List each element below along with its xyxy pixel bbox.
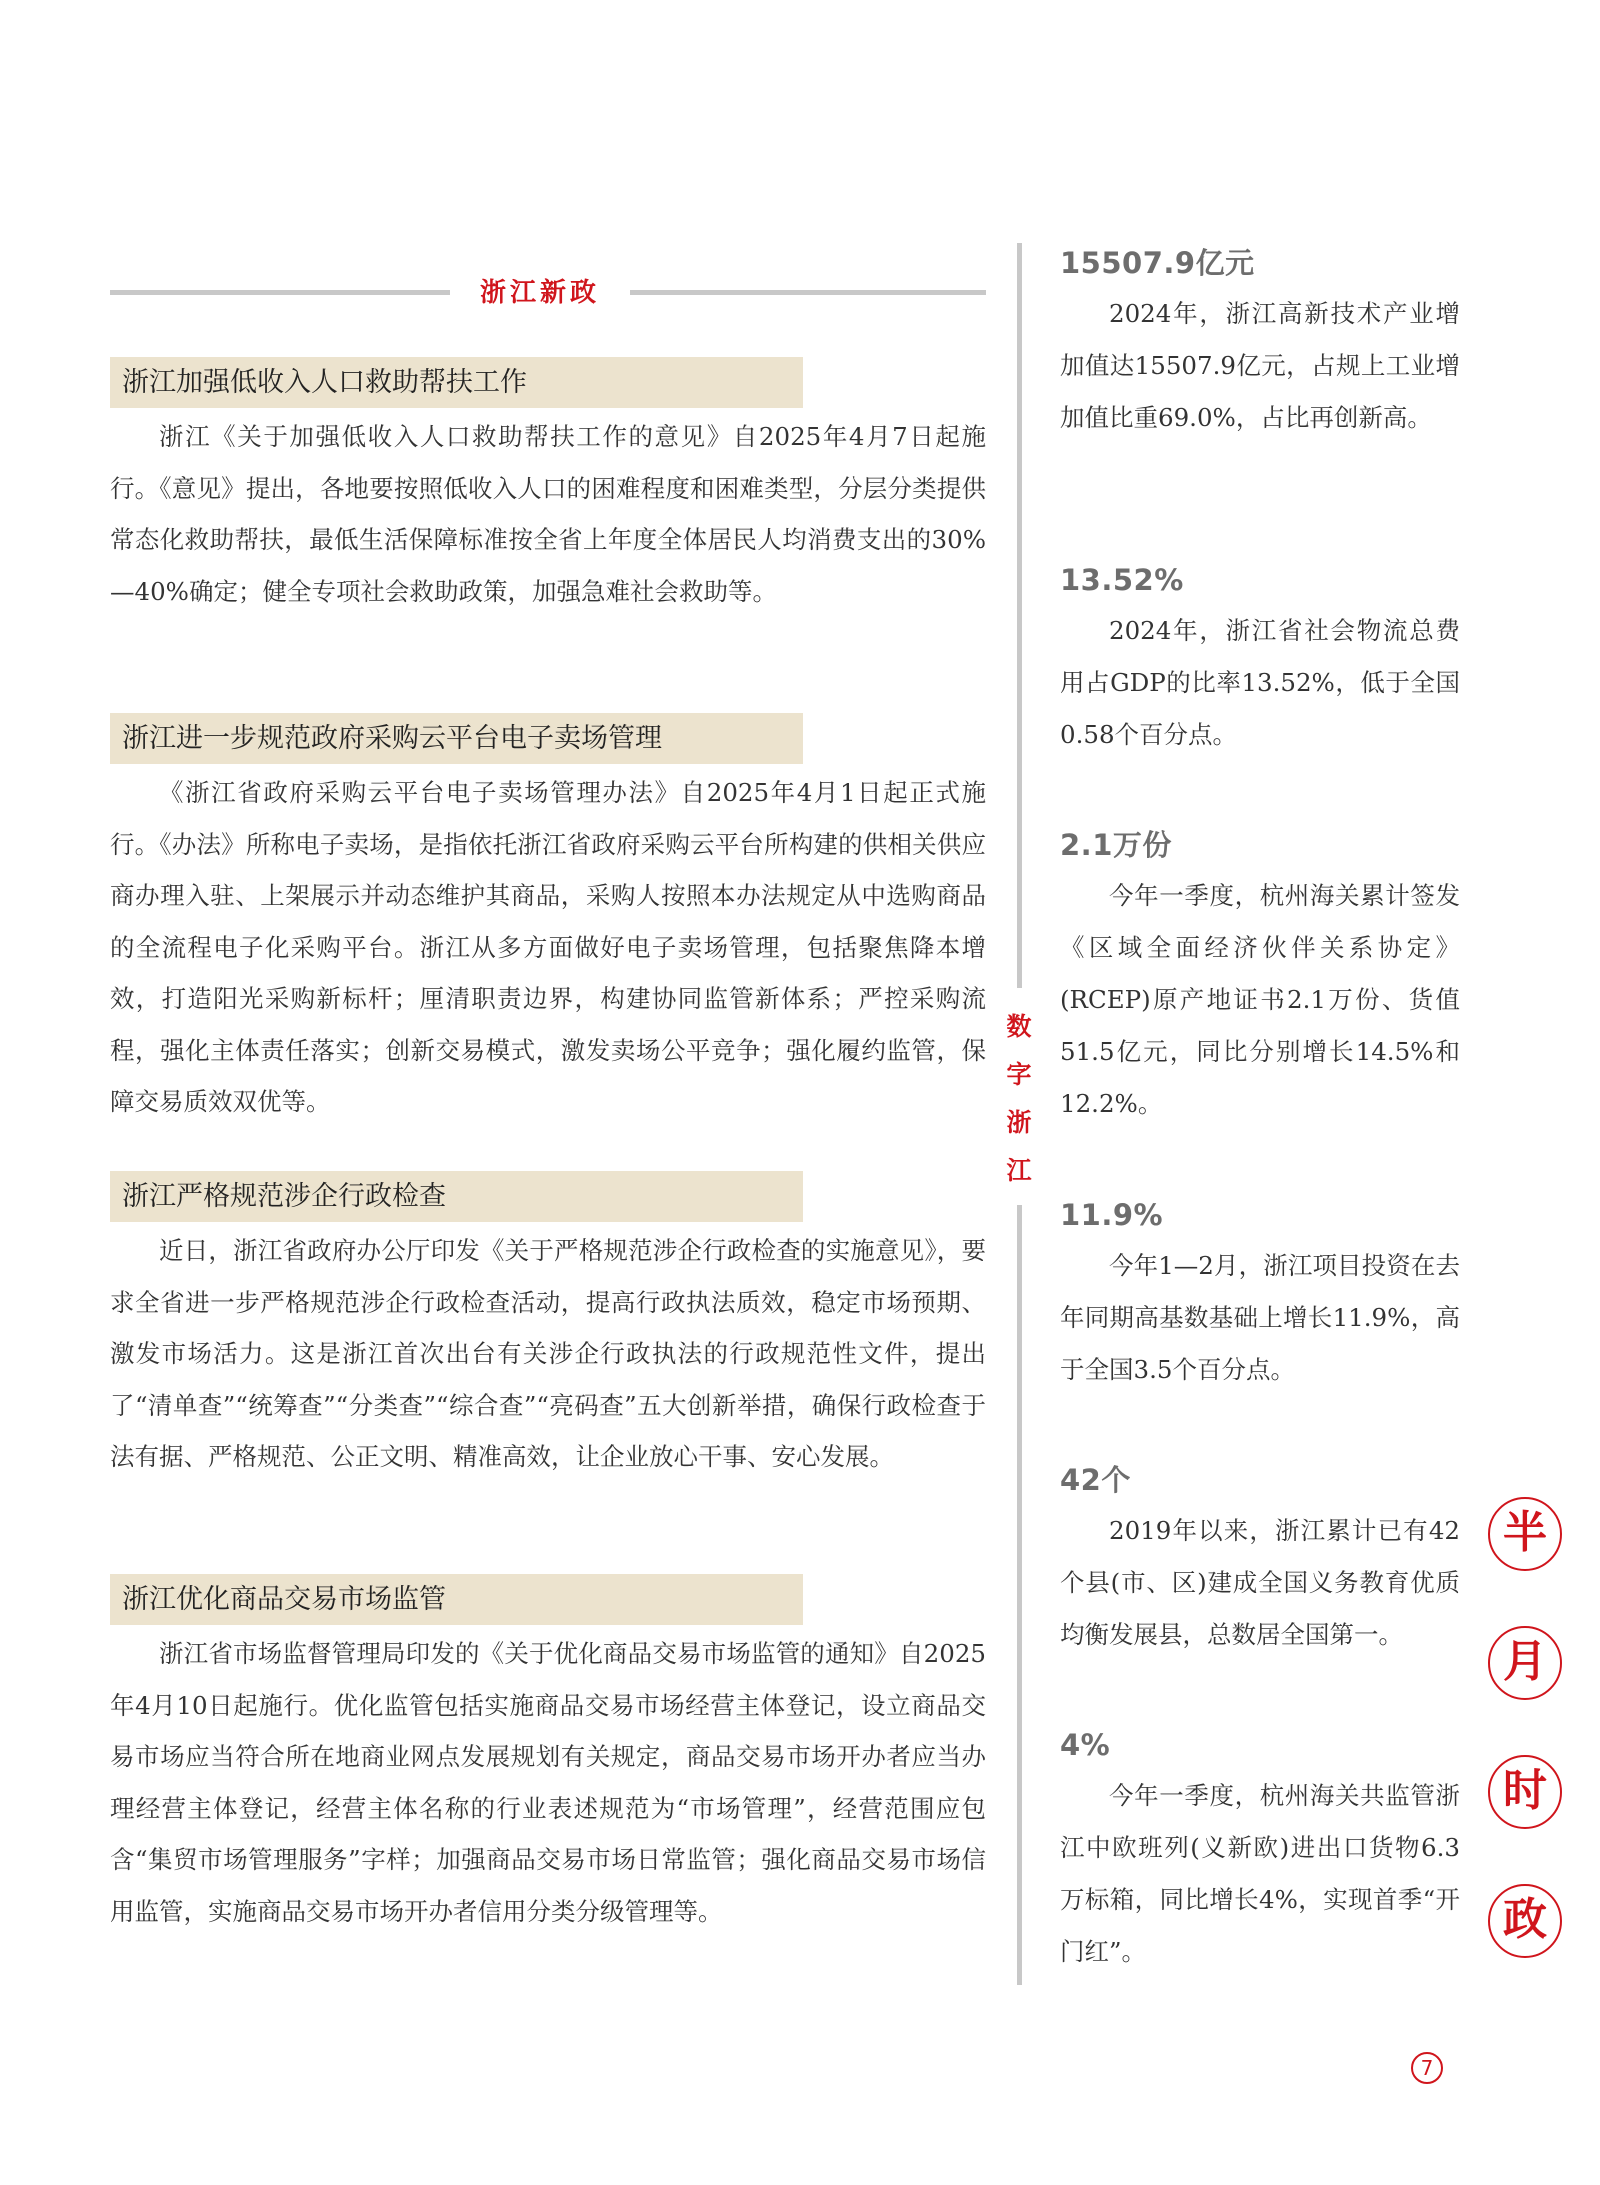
- stat-text: 2019年以来，浙江累计已有42个县(市、区)建成全国义务教育优质均衡发展县，总数居全国第一。: [1060, 1516, 1460, 1649]
- stat-value: 11.9%: [1060, 1198, 1164, 1232]
- article-headline: 浙江严格规范涉企行政检查: [110, 1171, 803, 1222]
- seal-character: 时: [1488, 1755, 1562, 1829]
- stat-item: [1060, 1460, 1460, 1661]
- stat-text: 今年1—2月，浙江项目投资在去年同期高基数基础上增长11.9%，高于全国3.5个百分点。: [1060, 1251, 1460, 1384]
- stat-value: 4%: [1060, 1728, 1111, 1762]
- column-divider-top: [1017, 243, 1022, 988]
- article-headline: 浙江优化商品交易市场监管: [110, 1574, 803, 1625]
- column-divider-bottom: [1017, 1205, 1022, 1985]
- stat-item: [1060, 560, 1460, 761]
- stat-item: [1060, 243, 1460, 444]
- article-body: 浙江《关于加强低收入人口救助帮扶工作的意见》自2025年4月7日起施行。《意见》提出，各地要按照低收入人口的困难程度和困难类型，分层分类提供常态化救助帮扶，最低生活保障标准按全省上年度全体居民人均消费支出的30%—40%确定；健全专项社会救助政策，加强急难社会救助等。: [110, 422, 986, 606]
- page-number: 7: [1411, 2052, 1443, 2084]
- article-market-supervision: [110, 1574, 986, 1937]
- seal-character: 政: [1488, 1884, 1562, 1958]
- sidebar-label-char: 字: [1006, 1060, 1032, 1089]
- article-body: 近日，浙江省政府办公厅印发《关于严格规范涉企行政检查的实施意见》，要求全省进一步严格规范涉企行政检查活动，提高行政执法质效，稳定市场预期、激发市场活力。这是浙江首次出台有关涉企行政执法的行政规范性文件，提出了“清单查”“统筹查”“分类查”“综合查”“亮码查”五大创新举措，确保行政检查于法有据、严格规范、公正文明、精准高效，让企业放心干事、安心发展。: [110, 1236, 986, 1471]
- stat-text: 2024年，浙江省社会物流总费用占GDP的比率13.52%，低于全国0.58个百分点。: [1060, 616, 1460, 749]
- sidebar-vertical-label: [1001, 1003, 1037, 1195]
- stat-value: 42个: [1060, 1463, 1131, 1497]
- sidebar-label-char: 数: [1006, 1012, 1032, 1041]
- stat-item: [1060, 825, 1460, 1130]
- seal-character: 半: [1488, 1497, 1562, 1571]
- section-rule-left: [110, 290, 450, 295]
- stat-item: [1060, 1195, 1460, 1396]
- seal-character: 月: [1488, 1626, 1562, 1700]
- stat-text: 今年一季度，杭州海关累计签发《区域全面经济伙伴关系协定》(RCEP)原产地证书2.1万份、货值51.5亿元，同比分别增长14.5%和12.2%。: [1060, 881, 1460, 1118]
- stat-value: 13.52%: [1060, 563, 1184, 597]
- section-rule-right: [630, 290, 986, 295]
- article-procurement-platform: [110, 713, 986, 1128]
- article-administrative-inspection: [110, 1171, 986, 1483]
- sidebar-label-char: 浙: [1006, 1108, 1032, 1137]
- article-body: 浙江省市场监督管理局印发的《关于优化商品交易市场监管的通知》自2025年4月10日起施行。优化监管包括实施商品交易市场经营主体登记，设立商品交易市场应当符合所在地商业网点发展规划有关规定，商品交易市场开办者应当办理经营主体登记，经营主体名称的行业表述规范为“市场管理”，经营范围应包含“集贸市场管理服务”字样；加强商品交易市场日常监管；强化商品交易市场信用监管，实施商品交易市场开办者信用分类分级管理等。: [110, 1639, 986, 1926]
- section-title: 浙江新政: [479, 278, 600, 308]
- article-body: 《浙江省政府采购云平台电子卖场管理办法》自2025年4月1日起正式施行。《办法》所称电子卖场，是指依托浙江省政府采购云平台所构建的供相关供应商办理入驻、上架展示并动态维护其商品，采购人按照本办法规定从中选购商品的全流程电子化采购平台。浙江从多方面做好电子卖场管理，包括聚焦降本增效，打造阳光采购新标杆；厘清职责边界，构建协同监管新体系；严控采购流程，强化主体责任落实；创新交易模式，激发卖场公平竞争；强化履约监管，保障交易质效双优等。: [110, 778, 986, 1116]
- article-low-income-assistance: [110, 357, 986, 617]
- article-headline: 浙江进一步规范政府采购云平台电子卖场管理: [110, 713, 803, 764]
- stat-value: 15507.9亿元: [1060, 246, 1255, 280]
- article-headline: 浙江加强低收入人口救助帮扶工作: [110, 357, 803, 408]
- stat-item: [1060, 1725, 1460, 1978]
- sidebar-label-char: 江: [1006, 1156, 1032, 1185]
- stat-value: 2.1万份: [1060, 828, 1172, 862]
- stat-text: 今年一季度，杭州海关共监管浙江中欧班列(义新欧)进出口货物6.3万标箱，同比增长4%，实现首季“开门红”。: [1060, 1781, 1460, 1966]
- stat-text: 2024年，浙江高新技术产业增加值达15507.9亿元，占规上工业增加值比重69.0%，占比再创新高。: [1060, 299, 1460, 432]
